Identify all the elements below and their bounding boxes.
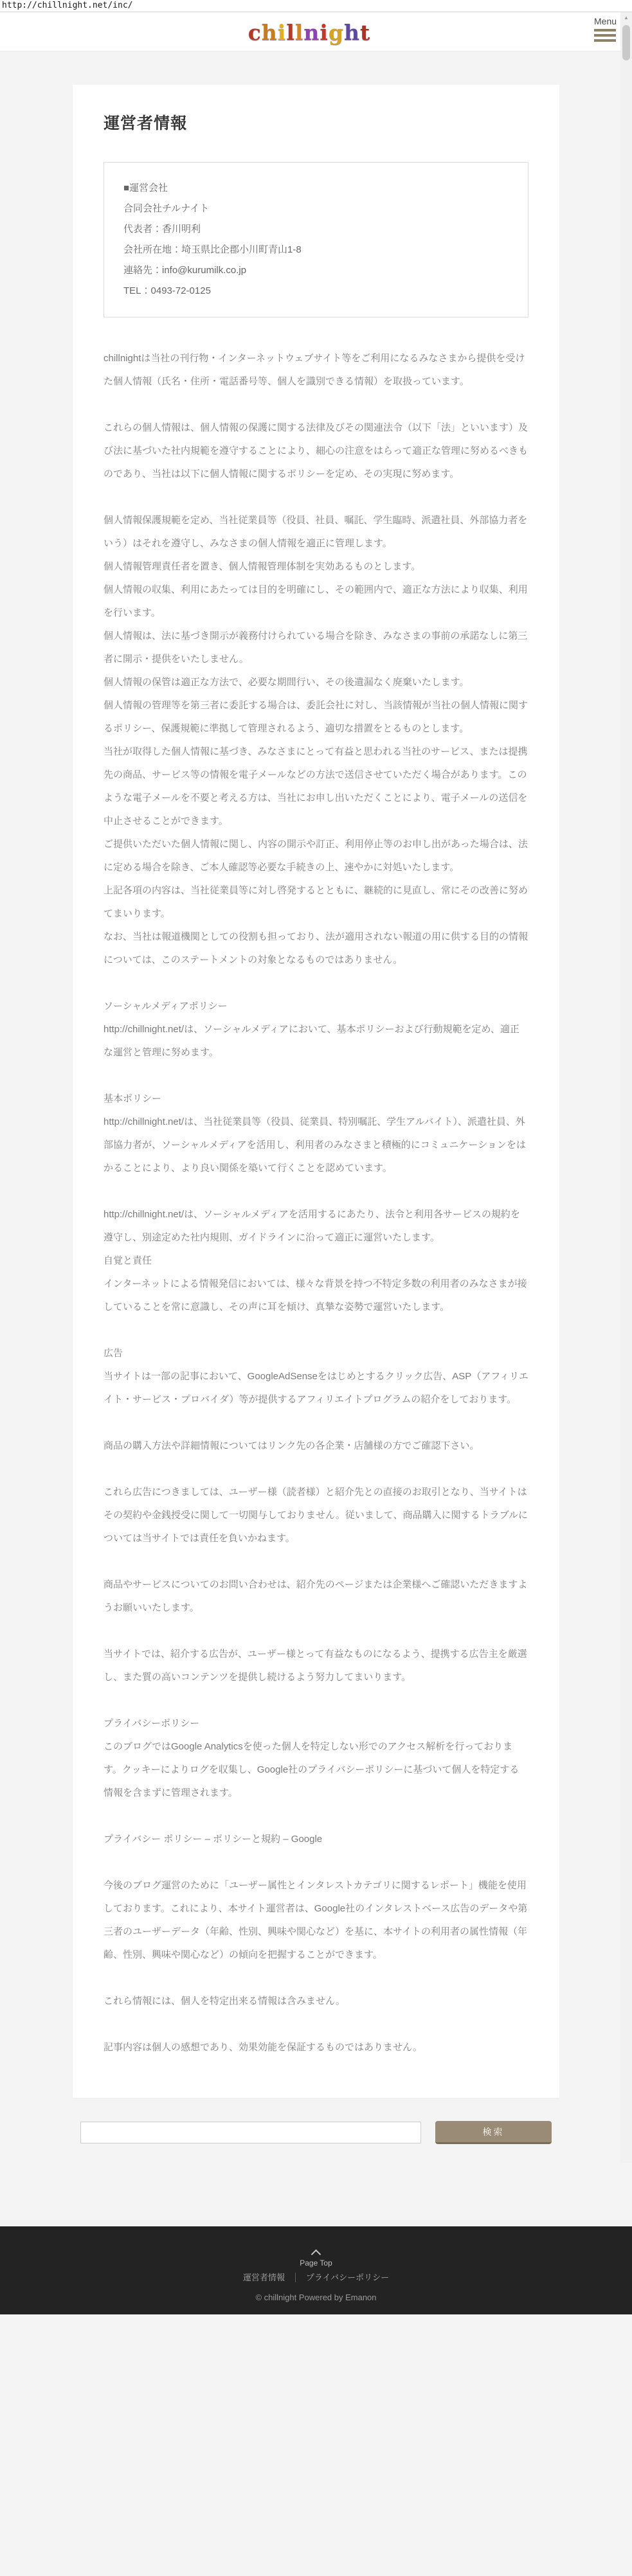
- copyright: © chillnight Powered by Emanon: [255, 2293, 377, 2302]
- site-logo[interactable]: chillnight: [248, 20, 371, 45]
- footer-nav: [0, 2271, 632, 2283]
- company-line: ■運営会社: [123, 183, 168, 193]
- paragraph: これらの個人情報は、個人情報の保護に関する法律及びその関連法令（以下「法」といいます）及び法に基づいた社内規範を遵守することにより、細心の注意をはらって適正な管理に努めるべきものであり、当社は以下に個人情報に関するポリシーを定め、その実現に努めます。: [104, 422, 528, 479]
- chevron-up-icon: [311, 2250, 321, 2260]
- paragraph: 商品の購入方法や詳細情報についてはリンク先の各企業・店舗様の方でご確認下さい。: [104, 1440, 480, 1451]
- footer-link-operator-info[interactable]: 運営者情報: [242, 2273, 285, 2282]
- below-footer-spacer: [0, 2314, 632, 2576]
- paragraph: chillnightは当社の刊行物・インターネットウェブサイト等をご利用になるみなさまから提供を受けた個人情報（氏名・住所・電話番号等、個人を識別できる情報）を取扱っています。: [104, 353, 525, 387]
- content-paragraphs: [104, 347, 528, 2059]
- paragraph: ソーシャルメディアポリシー http://chillnight.net/は、ソーシャルメディアにおいて、基本ポリシーおよび行動規範を定め、適正な運営と管理に努めます。: [104, 1001, 519, 1058]
- search-input[interactable]: [80, 2122, 421, 2143]
- company-line: 合同会社チルナイト: [123, 203, 210, 214]
- company-line: 会社所在地：埼玉県比企郡小川町青山1-8: [123, 244, 302, 255]
- page-title: 運営者情報: [104, 114, 188, 132]
- hamburger-icon: [594, 29, 616, 31]
- paragraph: 今後のブログ運営のために「ユーザー属性とインタレストカテゴリに関するレポート」機能を使用しております。これにより、本サイト運営者は、Google社のインタレストベース広告のデータや第三者のユーザーデータ（年齢、性別、興味や関心など）を基に、本サイトの利用者の属性情報（年齢、性別、興味や関心など）の傾向を把握することができます。: [104, 1880, 528, 1960]
- url-text: http://chillnight.net/inc/: [2, 1, 133, 10]
- paragraph: 商品やサービスについてのお問い合わせは、紹介先のページまたは企業様へご確認いただきますようお願いいたします。: [104, 1579, 528, 1613]
- paragraph: プライバシー ポリシー – ポリシーと規約 – Google: [104, 1834, 323, 1845]
- scrollbar-up-arrow-icon[interactable]: ▲: [620, 12, 632, 23]
- paragraph: http://chillnight.net/は、ソーシャルメディアを活用するにあたり、法令と利用各サービスの規約を遵守し、別途定めた社内規則、ガイドラインに沿って適正に運営いたします。 自覚と責任 インターネットによる情報発信においては、様々な背景を持つ不特定多数の利用者のみなさまが接していることを常に意識し、その声に耳を傾け、真摯な姿勢で運営いたします。: [104, 1209, 527, 1312]
- site-footer: [0, 2226, 632, 2314]
- company-line: 代表者：香川明利: [123, 224, 201, 235]
- paragraph: 基本ポリシー http://chillnight.net/は、当社従業員等（役員、従業員、特別嘱託、学生アルバイト）、派遣社員、外部協力者が、ソーシャルメディアを活用し、利用者のみなさまと積極的にコミュニケーションをはかることにより、より良い関係を築いて行くことを認めています。: [104, 1093, 526, 1174]
- paragraph: プライバシーポリシー このブログではGoogle Analyticsを使った個人を特定しない形でのアクセス解析を行っております。クッキーによりログを収集し、Google社のプライバシーポリシーに基づいて個人を特定する情報を含まずに管理されます。: [104, 1718, 519, 1798]
- company-line: TEL：0493-72-0125: [123, 285, 211, 296]
- page-top-label: Page Top: [300, 2258, 332, 2267]
- paragraph: 記事内容は個人の感想であり、効果効能を保証するものではありません。: [104, 2042, 422, 2053]
- main-content: [0, 85, 632, 2144]
- browser-url-bar[interactable]: [0, 0, 632, 12]
- search-row: [73, 2121, 559, 2144]
- paragraph: これら情報には、個人を特定出来る情報は含みません。: [104, 1996, 345, 2007]
- paragraph: 広告 当サイトは一部の記事において、GoogleAdSenseをはじめとするクリック広告、ASP（アフィリエイト・サービス・プロバイダ）等が提供するアフィリエイトプログラムの紹介をしております。: [104, 1348, 528, 1405]
- menu-button[interactable]: [594, 16, 616, 42]
- page-top-link[interactable]: [300, 2251, 332, 2267]
- footer-link-privacy-policy[interactable]: プライバシーポリシー: [295, 2273, 389, 2282]
- content-card: [73, 85, 559, 2098]
- paragraph: 個人情報保護規範を定め、当社従業員等（役員、社員、嘱託、学生臨時、派遣社員、外部協力者をいう）はそれを遵守し、みなさまの個人情報を適正に管理します。 個人情報管理責任者を置き、個人情報管理体制を実効あるものとします。 個人情報の収集、利用にあたっては目的を明確にし、その範囲内で、適正な方法により収集、利用を行います。 個人情報は、法に基づき開示が義務付けられている場合を除き、みなさまの事前の承諾なしに第三者に開示・提供をいたしません。 個人情報の保管は適正な方法で、必要な期間行い、その後遺漏なく廃棄いたします。 個人情報の管理等を第三者に委託する場合は、委託会社に対し、当該情報が当社の個人情報に関するポリシー、保護規範に準拠して管理されるよう、適切な措置をとるものとします。 当社が取得した個人情報に基づき、みなさまにとって有益と思われる当社のサービス、または提携先の商品、サービス等の情報を電子メールなどの方法で送信させていただく場合があります。このような電子メールを不要と考える方は、当社にお申し出いただくことにより、電子メールの送信を中止させることができます。 ご提供いただいた個人情報に関し、内容の開示や訂正、利用停止等のお申し出があった場合は、法に定める場合を除き、ご本人確認等必要な手続きの上、速やかに対処いたします。 上記各項の内容は、当社従業員等に対し啓発するとともに、継続的に見直し、常にその改善に努めてまいります。 なお、当社は報道機関としての役割も担っており、法が適用されない報道の用に供する目的の情報については、このステートメントの対象となるものではありません。: [104, 515, 528, 965]
- company-box: [104, 162, 528, 318]
- paragraph: 当サイトでは、紹介する広告が、ユーザー様とって有益なものになるよう、提携する広告主を厳選し、また質の高いコンテンツを提供し続けるよう努力してまいります。: [104, 1649, 527, 1683]
- site-header: [0, 12, 632, 51]
- search-button[interactable]: 検索: [435, 2121, 552, 2144]
- scrollbar[interactable]: [620, 12, 632, 2163]
- menu-label: Menu: [594, 16, 617, 26]
- paragraph: これら広告につきましては、ユーザー様（読者様）と紹介先との直接のお取引となり、当サイトはその契約や金銭授受に関して一切関与しておりません。従いまして、商品購入に関するトラブルについては当サイトでは責任を負いかねます。: [104, 1487, 528, 1544]
- company-line: 連絡先：info@kurumilk.co.jp: [123, 265, 247, 276]
- scrollbar-thumb[interactable]: [622, 25, 630, 60]
